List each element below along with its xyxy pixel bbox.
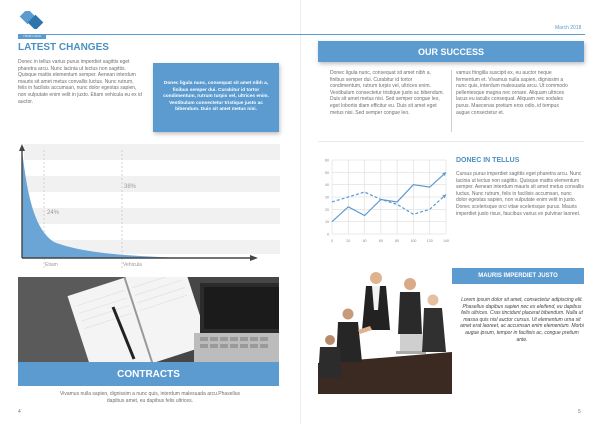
x-tick-label: 120 (426, 239, 433, 243)
x-tick-label: 20 (346, 239, 351, 243)
callout-box (153, 63, 279, 132)
header-rule-right (300, 34, 585, 35)
series-line-dashed (332, 192, 446, 214)
success-column-1: Donec ligula nunc, consequat sit amet nibh a, finibus semper dui. Curabitur id tortor condimentum, rutrum turpis vel, ultrices enim. Vestibulum consectetur tristique justo ac bibendum. Duis sit amet metus nisi. Sed semper congue leo, eget lobortis diam efficitur eu. Duis sit amet eget metus nisi. Sed semper congue leo. (330, 70, 444, 116)
y-tick-label: 10 (325, 220, 329, 225)
tellus-paragraph: Cursus purus imperdiet sagittis eget pharetra arcu. Nunc lacinia ut lectus non sagittis. Quisque mattis elementum semper. Aenean interdum mauris sit amet metus convallis luctus. Nunc rutrum, felis in facilisis accumsan, nunc dolor egestas sapien, non vulputate enim velit in justo. Donec scelerisque orci vitae scelerisque purus. Mauris imperdiet justo risus, faucibus varius ex pulvinar laoreet. (456, 171, 584, 217)
logo (18, 11, 46, 38)
date-label: March 2018 (555, 25, 582, 31)
left-footer-text: Vivamus nulla sapien, dignissim a nunc quis, interdum malesuada arcu.Phasellus dapibus amet, eu dapibus felis ultrices. (59, 391, 240, 404)
contracts-label: CONTRACTS (117, 368, 180, 380)
area-category-2: Vehicula (123, 262, 142, 268)
y-tick-label: 40 (325, 183, 329, 188)
mauris-label: MAURIS IMPERDIET JUSTO (478, 273, 558, 279)
y-tick-label: 0 (327, 232, 329, 237)
area-category-1: Etiam (45, 262, 58, 268)
success-column-2: vamus fringilla suscipit ex, eu auctor neque fermentum et. Vivamus nulla sapien, dignissim a nunc quis, interdum malesuada arcu. Ut commodo pellentesque magna nec ornare. Aliquam ultrices lacus eu iaculis consequat. Aliquam nec sodales purus. Maecenas pretium eros odio, id tempus augue consectetur et. (456, 70, 568, 116)
x-tick-label: 40 (362, 239, 367, 243)
mauris-banner (452, 268, 584, 284)
meeting-photo (318, 268, 452, 394)
area-label-2: 38% (124, 184, 137, 190)
page-fold (300, 0, 301, 424)
our-success-banner (318, 41, 584, 62)
desk-photo (18, 277, 279, 362)
column-divider (451, 70, 452, 132)
intro-paragraph: Donec in tellus varius purus imperdiet sagittis eget pharetra arcu. Nunc lacinia ut lectus non sagittis. Quisque mattis elementum semper. Aenean interdum mauris sit amet metus convallis luctus. Nunc rutrum, felis in facilisis accumsan, nunc dolor egestas sapien, non vulputate enim velit in justo. Etiam vehicula eu ex id auctor. (18, 59, 142, 105)
contracts-banner (18, 362, 279, 386)
logo-text: YOUR LOGO (18, 34, 46, 39)
tellus-heading: DONEC IN TELLUS (456, 157, 520, 164)
x-tick-label: 80 (395, 239, 400, 243)
x-tick-label: 0 (331, 239, 333, 243)
section-separator (318, 141, 584, 142)
page-number-left: 4 (18, 409, 21, 415)
header-rule-left (46, 34, 300, 35)
y-tick-label: 30 (325, 195, 329, 200)
y-tick-label: 20 (325, 207, 329, 212)
x-tick-label: 60 (378, 239, 383, 243)
page-number-right: 5 (578, 409, 581, 415)
callout-text: Donec ligula nunc, consequat sit amet nibh a, finibus semper dui. Curabitur id tortor condimentum, rutrum turpis vel, ultrices enim. Vestibulum consectetur tristique justo ac bibendum. Duis sit amet metus nisi. (163, 81, 269, 113)
line-chart (318, 154, 452, 252)
area-chart (14, 142, 284, 272)
x-arrow-icon (250, 255, 258, 261)
chart-band (24, 208, 280, 224)
chart-band (24, 144, 280, 160)
x-tick-label: 100 (410, 239, 417, 243)
chart-band (24, 176, 280, 192)
y-tick-label: 60 (325, 158, 329, 163)
area-label-1: 24% (47, 210, 60, 216)
y-tick-label: 50 (325, 170, 329, 175)
x-tick-label: 140 (443, 239, 449, 243)
logo-mark-icon (18, 11, 46, 29)
mauris-paragraph: Lorem ipsum dolor sit amet, consectetur adipiscing elit. Phasellus dapibus sapien nec ex eleifend, eu dapibus felis ultrices. Cras tincidunt placerat bibendum. Nulla ut massa quis nisl auctor cursus. Ut elementum urna sit amet erat laoreet, ac accumsan enim elementum. Morbi augue ipsum, tempor in facilisis ac, congue pretium ante. (460, 297, 584, 343)
latest-changes-heading: LATEST CHANGES (18, 42, 109, 53)
our-success-label: OUR SUCCESS (417, 46, 484, 57)
